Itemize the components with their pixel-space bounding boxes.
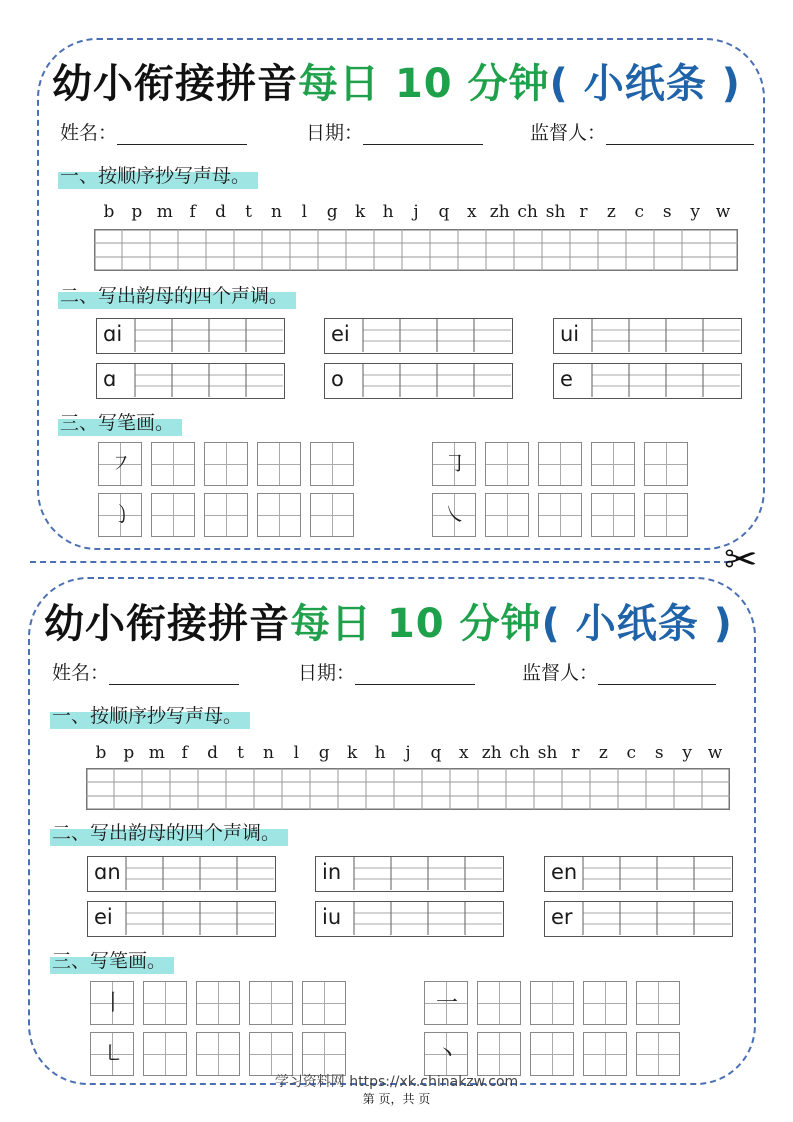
- supervisor-label: 监督人：: [522, 662, 599, 684]
- final-label: ei: [94, 905, 113, 929]
- date-label: 日期：: [298, 662, 356, 684]
- name-label: 姓名：: [60, 122, 118, 144]
- final-writing-box[interactable]: [96, 363, 285, 399]
- name-field[interactable]: [60, 118, 247, 145]
- practice-cell[interactable]: [644, 493, 688, 537]
- initial-letter: h: [382, 202, 394, 222]
- initial-letter: sh: [545, 202, 566, 222]
- practice-cell[interactable]: [485, 493, 529, 537]
- title-part-slip: ( 小纸条 ): [549, 61, 741, 107]
- final-writing-box[interactable]: [544, 901, 733, 937]
- initial-letter: q: [438, 202, 450, 222]
- initial-letter: l: [293, 743, 300, 763]
- initial-letter: p: [123, 743, 135, 763]
- initial-letter: q: [430, 743, 442, 763]
- practice-cell[interactable]: [636, 981, 680, 1025]
- initial-letter: b: [103, 202, 115, 222]
- initial-letter: c: [626, 743, 637, 763]
- final-writing-box[interactable]: [87, 901, 276, 937]
- writing-grid-initials[interactable]: [94, 229, 738, 271]
- stroke-glyph: 一: [435, 991, 458, 1016]
- initial-letter: n: [262, 743, 274, 763]
- final-writing-box[interactable]: [324, 363, 513, 399]
- initial-letter: h: [374, 743, 386, 763]
- title-part-pinyin: 幼小衔接拼音: [44, 601, 291, 647]
- initial-letter: z: [598, 743, 608, 763]
- final-label: in: [322, 860, 342, 884]
- section-strokes: 三、写笔画。: [58, 410, 182, 436]
- page-number: 第 页，共 页: [362, 1092, 431, 1106]
- practice-cell[interactable]: [583, 1032, 627, 1076]
- stroke-glyph: 丨: [101, 991, 124, 1016]
- final-writing-box[interactable]: [544, 856, 733, 892]
- date-field[interactable]: [298, 658, 475, 685]
- final-writing-box[interactable]: [87, 856, 276, 892]
- practice-cell[interactable]: [151, 442, 195, 486]
- section-strokes: 三、写笔画。: [50, 948, 174, 974]
- initial-letter: y: [682, 743, 692, 763]
- practice-cell[interactable]: [477, 981, 521, 1025]
- stroke-example-cell: [90, 1032, 134, 1076]
- slip-title-2: [0, 592, 793, 649]
- practice-cell[interactable]: [591, 493, 635, 537]
- initial-letter: t: [245, 202, 252, 222]
- supervisor-field[interactable]: [530, 118, 754, 145]
- section-copy-initials: 一、按顺序抄写声母。: [50, 703, 250, 729]
- initial-letter: m: [148, 743, 165, 763]
- practice-cell[interactable]: [151, 493, 195, 537]
- initial-letter: r: [579, 202, 588, 222]
- practice-cell[interactable]: [143, 1032, 187, 1076]
- practice-cell[interactable]: [257, 442, 301, 486]
- section-copy-initials: 一、按顺序抄写声母。: [58, 163, 258, 189]
- slip-title-1: [0, 52, 793, 109]
- initial-letter: x: [467, 202, 477, 222]
- initial-letter: s: [654, 743, 664, 763]
- practice-cell[interactable]: [143, 981, 187, 1025]
- name-field[interactable]: [52, 658, 239, 685]
- final-writing-box[interactable]: [553, 318, 742, 354]
- stroke-example-cell: [432, 442, 476, 486]
- final-label: ɑ: [103, 367, 117, 391]
- practice-cell[interactable]: [310, 493, 354, 537]
- practice-cell[interactable]: [530, 1032, 574, 1076]
- title-part-slip: ( 小纸条 ): [541, 601, 733, 647]
- practice-cell[interactable]: [644, 442, 688, 486]
- initial-letter: p: [131, 202, 143, 222]
- initial-letter: w: [715, 202, 731, 222]
- practice-cell[interactable]: [302, 1032, 346, 1076]
- final-label: er: [551, 905, 573, 929]
- stroke-glyph: ㇏: [443, 503, 466, 528]
- supervisor-label: 监督人：: [530, 122, 607, 144]
- initial-letter: b: [95, 743, 107, 763]
- stroke-glyph: ㇄: [101, 1042, 124, 1067]
- stroke-glyph: ㇇: [109, 452, 132, 477]
- initial-letter: m: [156, 202, 173, 222]
- initial-letter: s: [662, 202, 672, 222]
- initial-letter: g: [326, 202, 338, 222]
- stroke-glyph: ㇆: [443, 452, 466, 477]
- practice-cell[interactable]: [538, 442, 582, 486]
- initial-letter: c: [634, 202, 645, 222]
- final-label: ei: [331, 322, 350, 346]
- final-writing-box[interactable]: [324, 318, 513, 354]
- initial-letter: k: [355, 202, 366, 222]
- practice-cell[interactable]: [249, 981, 293, 1025]
- title-part-daily: 每日 10 分钟: [290, 601, 542, 647]
- supervisor-field[interactable]: [522, 658, 716, 685]
- final-label: e: [560, 367, 573, 391]
- title-part-pinyin: 幼小衔接拼音: [52, 61, 299, 107]
- practice-cell[interactable]: [485, 442, 529, 486]
- initial-letter: ch: [517, 202, 538, 222]
- date-field[interactable]: [306, 118, 483, 145]
- practice-cell[interactable]: [477, 1032, 521, 1076]
- stroke-example-cell: [98, 493, 142, 537]
- final-writing-box[interactable]: [553, 363, 742, 399]
- date-label: 日期：: [306, 122, 364, 144]
- initial-letter: y: [690, 202, 700, 222]
- initial-letter: j: [413, 202, 419, 222]
- initial-letter: j: [405, 743, 411, 763]
- final-label: en: [551, 860, 578, 884]
- stroke-glyph: ㇁: [109, 503, 132, 528]
- stroke-example-cell: [424, 1032, 468, 1076]
- section-tones: 二、写出韵母的四个声调。: [50, 820, 288, 846]
- initial-letter: ch: [509, 743, 530, 763]
- scissors-icon: ✂: [724, 537, 758, 583]
- watermark: 学习资料网 https://xk.chinakzw.com: [274, 1074, 519, 1090]
- practice-cell[interactable]: [196, 1032, 240, 1076]
- initial-letter: l: [301, 202, 308, 222]
- initial-letter: k: [347, 743, 358, 763]
- final-writing-box[interactable]: [315, 856, 504, 892]
- initial-letter: r: [571, 743, 580, 763]
- practice-cell[interactable]: [249, 1032, 293, 1076]
- stroke-example-cell: [424, 981, 468, 1025]
- initial-letter: zh: [481, 743, 502, 763]
- name-label: 姓名：: [52, 662, 110, 684]
- practice-cell[interactable]: [530, 981, 574, 1025]
- writing-grid-initials[interactable]: [86, 768, 730, 810]
- initial-letter: sh: [537, 743, 558, 763]
- practice-cell[interactable]: [636, 1032, 680, 1076]
- practice-cell[interactable]: [196, 981, 240, 1025]
- initial-letter: zh: [489, 202, 510, 222]
- final-writing-box[interactable]: [96, 318, 285, 354]
- stroke-example-cell: [98, 442, 142, 486]
- stroke-example-cell: [432, 493, 476, 537]
- final-writing-box[interactable]: [315, 901, 504, 937]
- initial-letter: g: [318, 743, 330, 763]
- initial-letter: w: [707, 743, 723, 763]
- stroke-glyph: 丶: [435, 1042, 458, 1067]
- practice-cell[interactable]: [583, 981, 627, 1025]
- final-label: ɑn: [94, 860, 121, 884]
- initials-row: [87, 743, 729, 765]
- initial-letter: f: [189, 202, 196, 222]
- initial-letter: d: [215, 202, 227, 222]
- practice-cell[interactable]: [310, 442, 354, 486]
- initial-letter: d: [207, 743, 219, 763]
- section-tones: 二、写出韵母的四个声调。: [58, 283, 296, 309]
- initials-row: [95, 202, 737, 224]
- final-label: o: [331, 367, 344, 391]
- initial-letter: t: [237, 743, 244, 763]
- practice-cell[interactable]: [204, 493, 248, 537]
- cut-line: [30, 561, 730, 563]
- initial-letter: x: [459, 743, 469, 763]
- practice-cell[interactable]: [204, 442, 248, 486]
- final-label: ui: [560, 322, 580, 346]
- final-label: iu: [322, 905, 342, 929]
- stroke-example-cell: [90, 981, 134, 1025]
- initial-letter: n: [270, 202, 282, 222]
- title-part-daily: 每日 10 分钟: [298, 61, 550, 107]
- practice-cell[interactable]: [302, 981, 346, 1025]
- initial-letter: f: [181, 743, 188, 763]
- practice-cell[interactable]: [538, 493, 582, 537]
- practice-cell[interactable]: [591, 442, 635, 486]
- final-label: ɑi: [103, 322, 123, 346]
- initial-letter: z: [606, 202, 616, 222]
- practice-cell[interactable]: [257, 493, 301, 537]
